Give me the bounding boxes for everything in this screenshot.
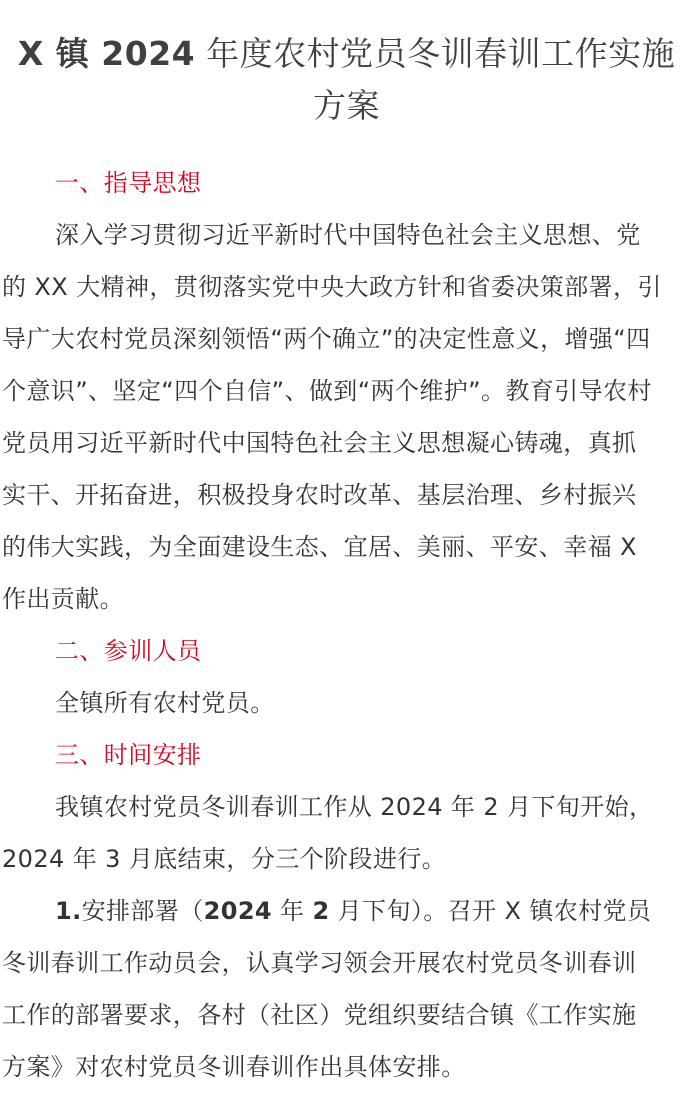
paragraph-line: 深入学习贯彻习近平新时代中国特色社会主义思想、党 (55, 221, 641, 249)
paragraph-line: 我镇农村党员冬训春训工作从 2024 年 2 月下旬开始， (55, 793, 654, 821)
title-line-1 (0, 28, 693, 80)
paragraph-line: 2024 年 3 月底结束，分三个阶段进行。 (2, 845, 447, 873)
document-title (0, 28, 693, 132)
list-item-arrangement (55, 885, 692, 937)
section-heading-participants: 二、参训人员 (55, 637, 202, 665)
item-month: 2 (312, 897, 330, 925)
paragraph-line: 的伟大实践，为全面建设生态、宜居、美丽、平安、幸福 X (2, 533, 637, 561)
paragraph-line: 方案》对农村党员冬训春训作出具体安排。 (2, 1053, 466, 1081)
item-rest: 月下旬）。召开 X 镇农村党员 (329, 897, 652, 925)
title-year: 2024 (101, 34, 196, 73)
paragraph-line: 作出贡献。 (2, 585, 124, 613)
paragraph-line: 党员用习近平新时代中国特色社会主义思想凝心铸魂，真抓 (2, 429, 637, 457)
item-number: 1. (55, 897, 82, 925)
section-heading-guiding-ideology: 一、指导思想 (55, 169, 202, 197)
title-suffix: 年度农村党员冬训春训工作实施 (195, 34, 676, 73)
paragraph-line: 冬训春训工作动员会，认真学习领会开展农村党员冬训春训 (2, 949, 637, 977)
title-prefix: X 镇 (17, 34, 102, 73)
paragraph-line: 个意识”、坚定“四个自信”、做到“两个维护”。教育引导农村 (2, 377, 652, 405)
paragraph-line: 导广大农村党员深刻领悟“两个确立”的决定性意义，增强“四 (2, 325, 651, 353)
title-line-2: 方案 (313, 86, 380, 125)
paragraph-line: 实干、开拓奋进，积极投身农时改革、基层治理、乡村振兴 (2, 481, 637, 509)
paragraph-line: 工作的部署要求，各村（社区）党组织要结合镇《工作实施 (2, 1001, 637, 1029)
item-year: 2024 (203, 897, 273, 925)
section-heading-schedule: 三、时间安排 (55, 741, 202, 769)
paragraph-line: 的 XX 大精神，贯彻落实党中央大政方针和省委决策部署，引 (2, 273, 662, 301)
paragraph-line: 全镇所有农村党员。 (55, 689, 275, 717)
item-year-unit: 年 (272, 897, 313, 925)
item-label: 安排部署（ (81, 897, 204, 925)
